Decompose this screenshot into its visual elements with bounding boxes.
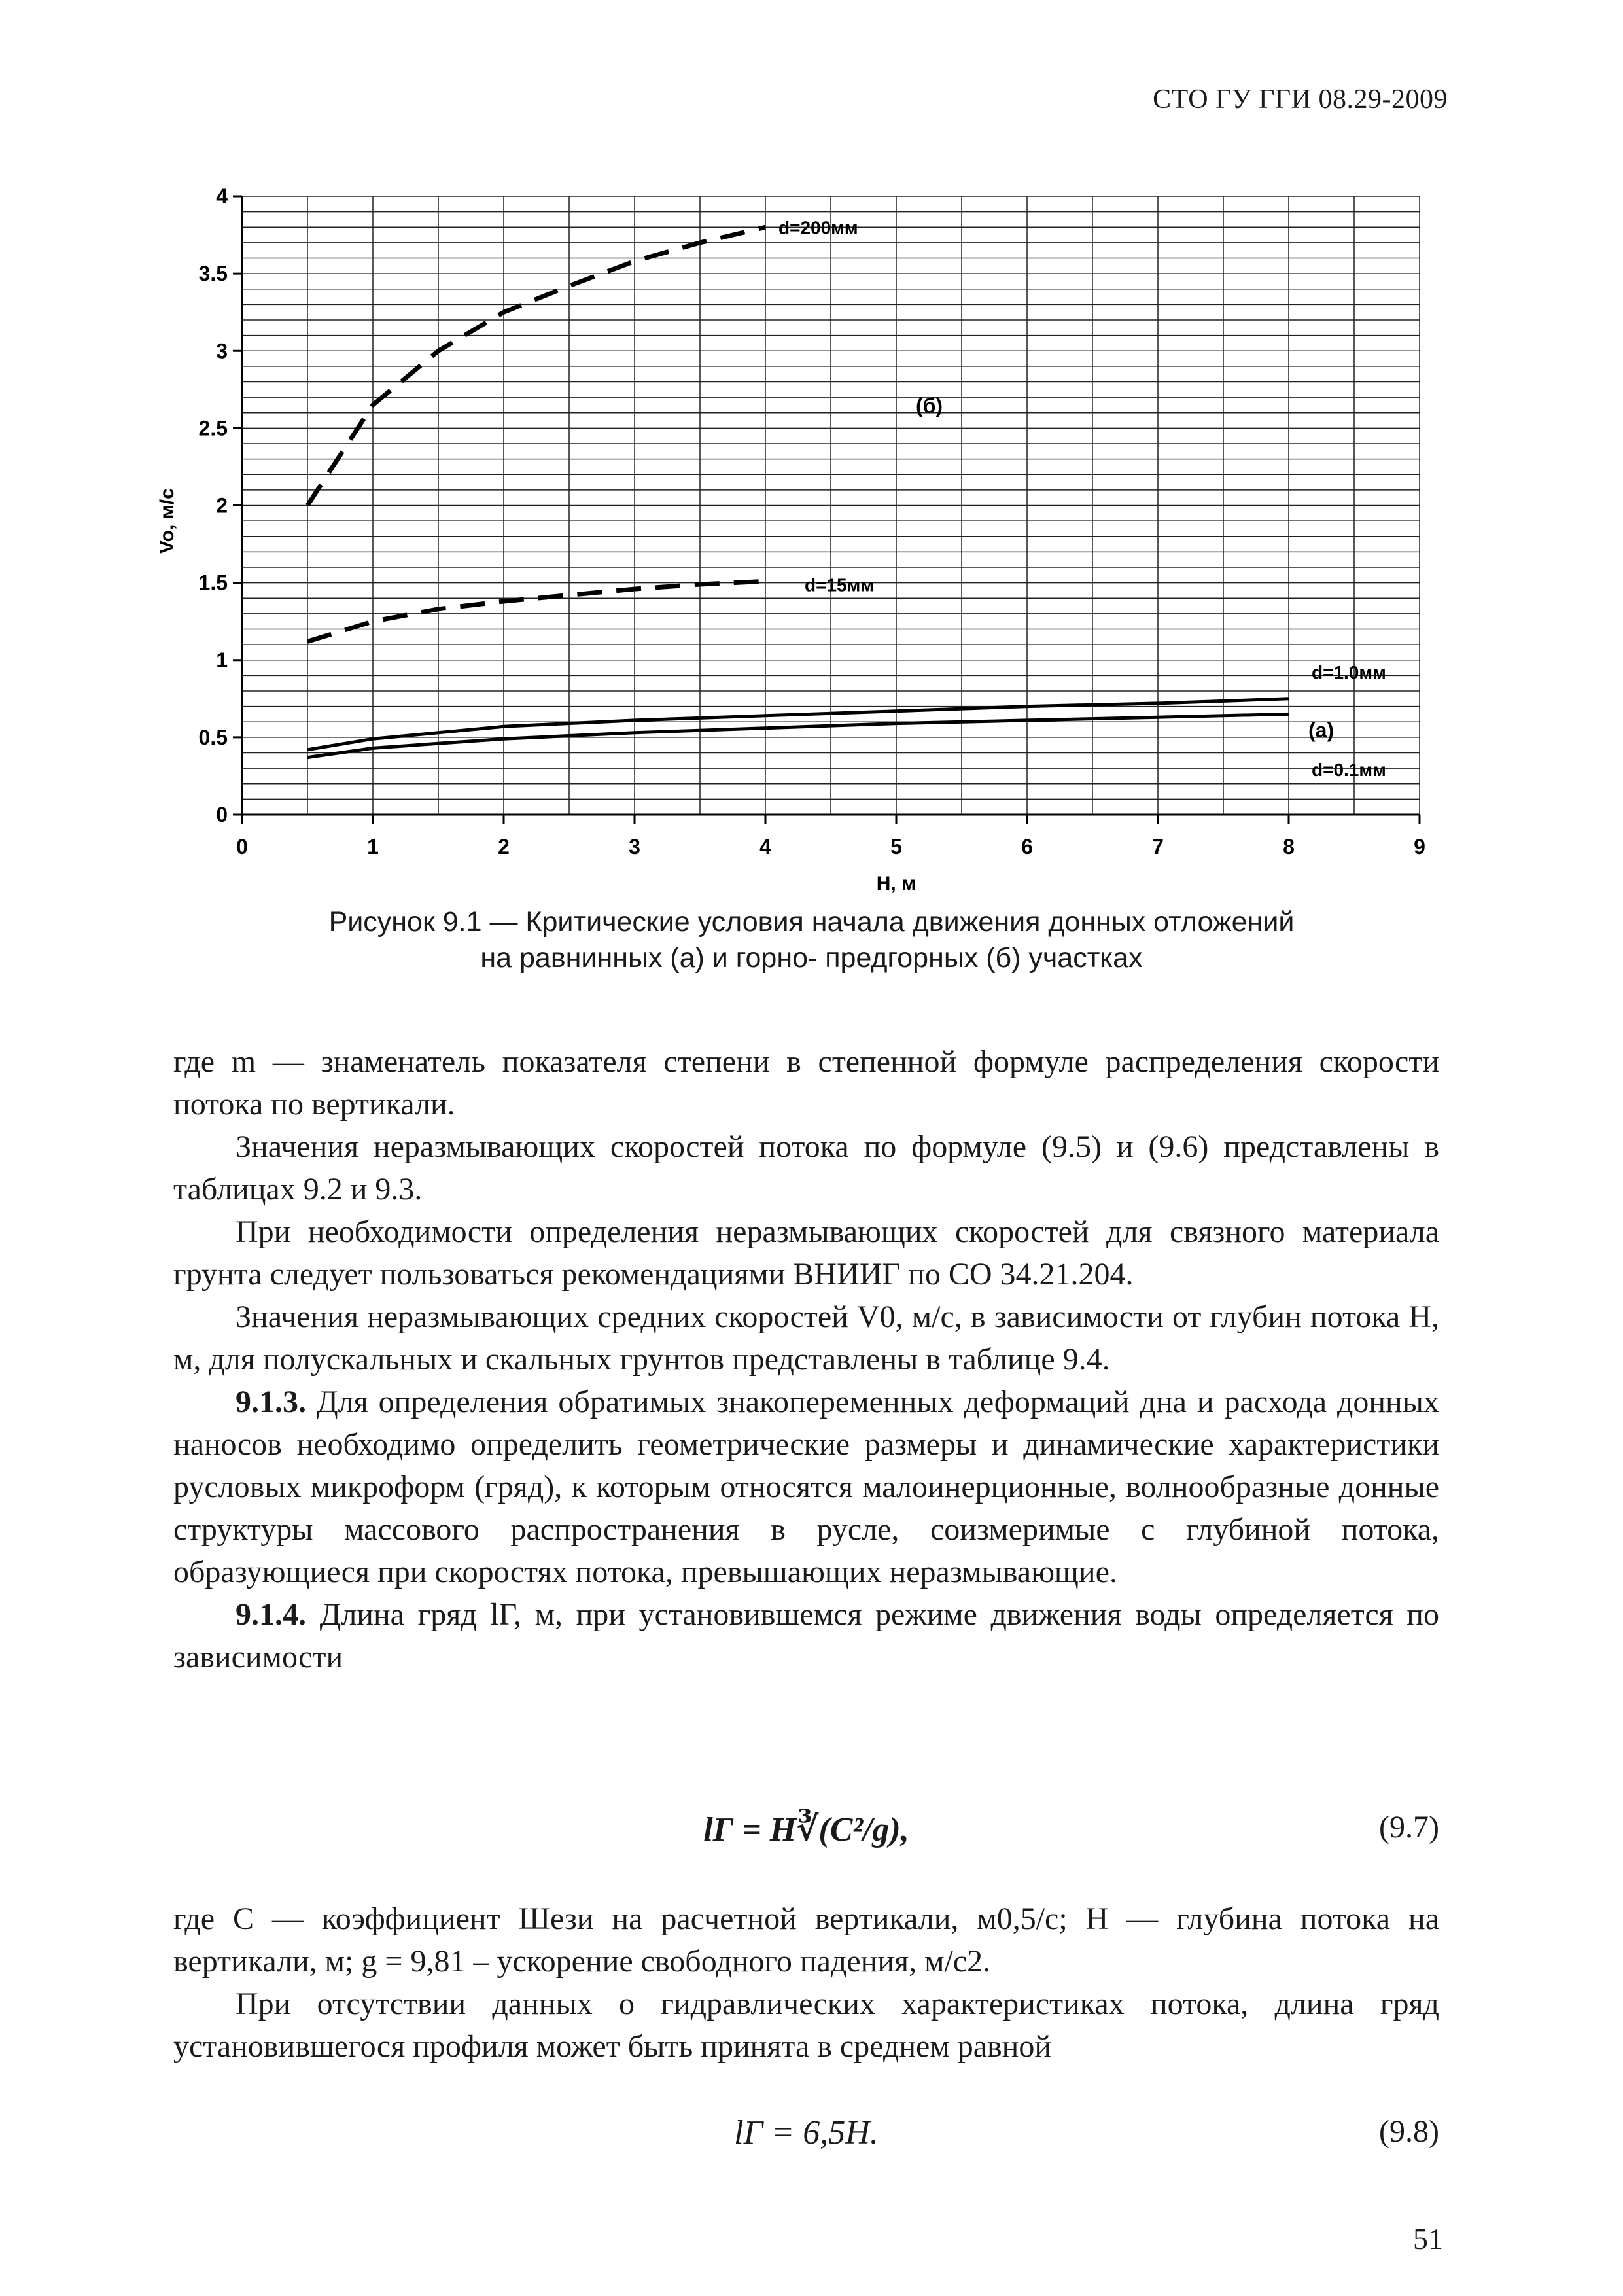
x-tick-label: 2 <box>498 835 510 858</box>
paragraph-9-1-4-text: Длина гряд lГ, м, при установившемся режиме движения воды определяется по зависимости <box>173 1597 1439 1674</box>
series-line <box>307 714 1289 757</box>
series-label: d=200мм <box>778 217 858 238</box>
x-tick-label: 0 <box>236 835 248 858</box>
series-line <box>307 581 765 641</box>
chart-grid <box>242 196 1420 815</box>
paragraph-m-definition: где m — знаменатель показателя степени в степенной формуле распределения скорости потока по вертикали. <box>173 1044 1439 1122</box>
y-tick-label: 3.5 <box>198 262 228 286</box>
formula-9-7 <box>173 1809 1439 1862</box>
y-tick-label: 1.5 <box>198 571 228 595</box>
x-tick-label: 7 <box>1152 835 1164 858</box>
formula-9-8 <box>173 2113 1439 2166</box>
x-tick-label: 1 <box>367 835 379 858</box>
formula-9-7-number: (9.7) <box>1379 1810 1439 1845</box>
x-tick-label: 8 <box>1283 835 1295 858</box>
x-tick-label: 3 <box>629 835 640 858</box>
chart-axes <box>233 196 1420 824</box>
figure-caption-line-2: на равнинных (а) и горно- предгорных (б) участках <box>480 942 1143 974</box>
x-axis-label: H, м <box>876 873 916 894</box>
y-tick-label: 1 <box>216 648 228 672</box>
annotation-a: (а) <box>1308 718 1335 742</box>
body-text-upper <box>173 1040 1439 1678</box>
paragraph-tables-ref: Значения неразмывающих скоростей потока по формуле (9.5) и (9.6) представлены в таблицах 9.2 и 9.3. <box>173 1129 1439 1207</box>
y-tick-label: 4 <box>216 185 228 208</box>
page-number: 51 <box>1413 2222 1443 2255</box>
paragraph-no-data: При отсутствии данных о гидравлических характеристиках потока, длина гряд установившегося профиля может быть принята в среднем равной <box>173 1987 1439 2064</box>
x-tick-label: 5 <box>890 835 902 858</box>
series-label: d=15мм <box>805 574 875 595</box>
paragraph-rock-velocities: Значения неразмывающих средних скоростей V0, м/с, в зависимости от глубин потока Н, м, для полускальных и скальных грунтов представлены в таблице 9.4. <box>173 1299 1439 1377</box>
chart-labels <box>156 185 1425 894</box>
y-axis-label: Vo, м/с <box>156 488 178 554</box>
x-tick-label: 6 <box>1021 835 1033 858</box>
y-tick-label: 3 <box>216 339 228 363</box>
chart-series <box>307 227 1289 757</box>
section-number-9-1-3: 9.1.3. <box>236 1385 306 1419</box>
x-tick-label: 9 <box>1414 835 1425 858</box>
paragraph-cohesive: При необходимости определения неразмывающих скоростей для связного материала грунта следует пользоваться рекомендациями ВНИИГ по СО 34.21.204. <box>173 1214 1439 1292</box>
figure-caption-line-1: Рисунок 9.1 — Критические условия начала движения донных отложений <box>328 906 1295 938</box>
paragraph-chezy: где С — коэффициент Шези на расчетной вертикали, м0,5/с; Н — глубина потока на вертикали, м; g = 9,81 – ускорение свободного падения, м/с2. <box>173 1901 1439 1979</box>
paragraph-9-1-3-text: Для определения обратимых знакопеременных деформаций дна и расхода донных наносов необходимо определить геометрические размеры и динамические характеристики русловых микроформ (гряд), к которым относятся малоинерционные, волнообразные донные структуры массового распространения в русле, соизмеримые с глубиной потока, образующиеся при скоростях потока, превышающих неразмывающие. <box>173 1385 1439 1589</box>
formula-9-8-number: (9.8) <box>1379 2114 1439 2149</box>
velocity-chart <box>144 170 1465 916</box>
body-text-lower <box>173 1898 1439 2068</box>
formula-9-7-expression: lГ = H∛(C²/g), <box>703 1811 909 1848</box>
y-tick-label: 2.5 <box>198 416 228 440</box>
series-label: d=1.0мм <box>1312 662 1386 683</box>
paragraph-9-1-4 <box>173 1593 1439 1678</box>
paragraph-9-1-3 <box>173 1381 1439 1593</box>
formula-9-8-expression: lГ = 6,5H. <box>734 2114 879 2151</box>
document-code: СТО ГУ ГГИ 08.29-2009 <box>1153 84 1448 115</box>
y-tick-label: 2 <box>216 493 228 518</box>
series-label: d=0.1мм <box>1312 759 1386 780</box>
x-tick-label: 4 <box>759 835 771 858</box>
y-tick-label: 0.5 <box>198 725 228 749</box>
section-number-9-1-4: 9.1.4. <box>236 1597 306 1632</box>
y-tick-label: 0 <box>216 803 228 826</box>
annotation-b: (б) <box>916 393 943 417</box>
